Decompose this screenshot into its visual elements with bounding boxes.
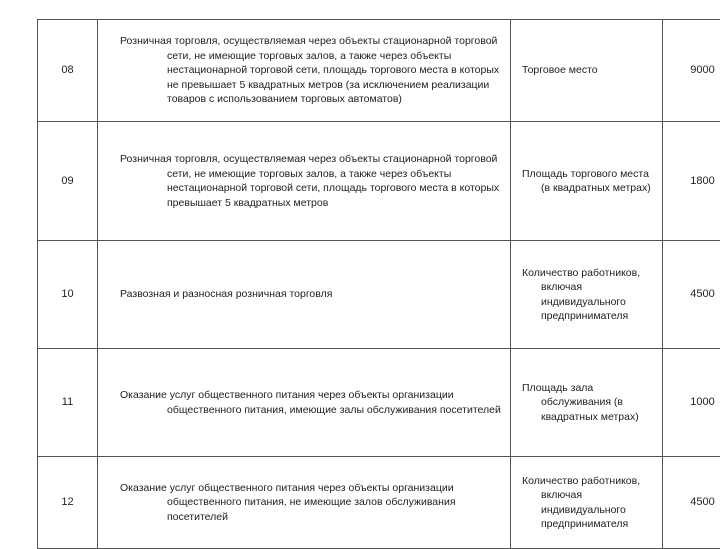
activity-description-cell: Оказание услуг общественного питания через объекты организации общественного питания, имеющие залы обслуживания посетителей — [98, 349, 511, 457]
physical-indicator-cell: Площадь зала обслуживания (в квадратных метрах) — [511, 349, 663, 457]
activity-code-cell: 10 — [38, 241, 98, 349]
activity-description-cell: Розничная торговля, осуществляемая через объекты стационарной торговой сети, не имеющие торговых залов, а также через объекты нестационарной торговой сети, площадь торгового места в которых превышает 5 квадратных метров — [98, 122, 511, 241]
base-yield-cell: 1800 — [663, 122, 720, 241]
activity-code-cell: 12 — [38, 457, 98, 549]
table-row — [38, 20, 720, 122]
activity-code-cell: 11 — [38, 349, 98, 457]
base-yield-cell: 9000 — [663, 20, 720, 122]
table-row — [38, 122, 720, 241]
activity-code-cell: 09 — [38, 122, 98, 241]
tax-rates-table — [37, 19, 720, 549]
activity-description-cell: Оказание услуг общественного питания через объекты организации общественного питания, не имеющие залов обслуживания посетителей — [98, 457, 511, 549]
base-yield-cell: 4500 — [663, 457, 720, 549]
activity-code-cell: 08 — [38, 20, 98, 122]
physical-indicator-cell: Количество работников, включая индивидуального предпринимателя — [511, 457, 663, 549]
table-row — [38, 241, 720, 349]
activity-description-cell: Развозная и разносная розничная торговля — [98, 241, 511, 349]
table-row — [38, 457, 720, 549]
base-yield-cell: 4500 — [663, 241, 720, 349]
physical-indicator-cell: Количество работников, включая индивидуального предпринимателя — [511, 241, 663, 349]
physical-indicator-cell: Площадь торгового места (в квадратных метрах) — [511, 122, 663, 241]
physical-indicator-cell: Торговое место — [511, 20, 663, 122]
base-yield-cell: 1000 — [663, 349, 720, 457]
table-row — [38, 349, 720, 457]
activity-description-cell: Розничная торговля, осуществляемая через объекты стационарной торговой сети, не имеющие торговых залов, а также через объекты нестационарной торговой сети, площадь торгового места в которых не превышает 5 квадратных метров (за исключением реализации товаров с использованием торговых автоматов) — [98, 20, 511, 122]
